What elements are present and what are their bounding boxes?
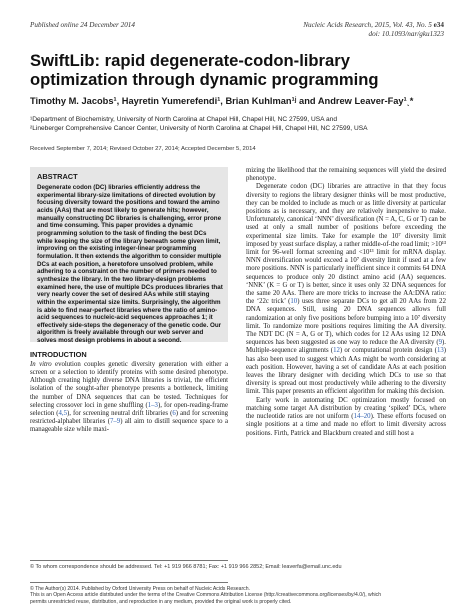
citation-link[interactable]: 13 [436, 347, 444, 355]
text-span: ). These efforts focused on single positions at a time and made no effort to limit diversity across positions. Firth, Patrick and Blackburn created and still host a [246, 413, 446, 437]
text-span: ), for screening neutral drift libraries ( [66, 409, 173, 417]
text-span: Early work in automating DC optimization mostly focused on matching some target AA distribution by creating ‘spiked’ DCs, where the nucleotide ratios are not uniform ( [246, 396, 446, 421]
copyright-line: © The Author(s) 2014. Published by Oxford University Press on behalf of Nucleic Acids Research. [30, 586, 250, 592]
text-span: Degenerate codon (DC) libraries are attractive in that they focus diversity to regions the library designer thinks will be most productive, they can be molded to include as much or as little diversity at particular positions as is necessary, and they are relatively inexpensive to make. Unfortunately, canonical ‘NNN’ diversification (N = A, C, G or T) can be used at only a small number of positions before exceeding the experimental size limits. Take for example the 10⁷ diversity limit imposed by yeast surface display, a rather middle-of-the road limit; >10¹³ limit for 96-well format screening and <10¹³ limit for mRNA display. NNN diversification would exceed a 10⁷ diversity limit if used at a few more positions. NNN is particularly inefficient since it commits 64 DNA sequences to produce only 20 distinct amino acid (AA) sequences. ‘NNK’ (K = G or T) is better, since it uses only 32 DNA sequences for the same 20 AAs. There are more tricks to increase the AA:DNA ratio: the ‘22c trick’ ( [246, 183, 446, 306]
introduction-heading: INTRODUCTION [30, 350, 87, 359]
citation-link[interactable]: 9 [438, 339, 443, 347]
citation-link[interactable]: 10 [290, 298, 298, 306]
right-column-text [246, 167, 446, 438]
abstract-heading: ABSTRACT [37, 172, 78, 181]
italic-term: In vitro [30, 361, 52, 368]
introduction-text [30, 361, 228, 434]
license-line: This is an Open Access article distributed under the terms of the Creative Commons Attribution License (http://creativecommons.org/licenses/by/4.0/), which [30, 592, 382, 599]
journal-header [303, 21, 444, 39]
text-span: ) or computational protein design ( [339, 347, 437, 355]
license-divider [30, 582, 228, 583]
journal-citation: Nucleic Acids Research, 2015, Vol. 43, No. 5 [303, 21, 432, 29]
paragraph-dc-libraries [246, 183, 446, 396]
text-span: ) has also been used to suggest which AAs might be worth considering at each position. However, having a set of candidate AAs at each position leaves the library designer with deciding which DCs to use so that diversity is spread out most productively while adhering to the diversity limit. This paper presents an efficient algorithm for making this decision. [246, 347, 446, 396]
citation-link[interactable]: 12 [333, 347, 340, 355]
text-span: ) all aim to distill sequence space to a manageable size while maxi- [30, 418, 228, 434]
affiliation-1: ¹Department of Biochemistry, University of North Carolina at Chapel Hill, Chapel Hill, NC 27599, USA and [30, 116, 337, 123]
license-line: permits unrestricted reuse, distribution, and reproduction in any medium, provided the original work is properly cited. [30, 598, 292, 605]
publication-date: Published online 24 December 2014 [30, 21, 135, 29]
paper-title: SwiftLib: rapid degenerate-codon-library optimization through dynamic programming [30, 51, 379, 89]
article-id: e34 [433, 21, 444, 29]
text-span: ), for open-reading-frame selection ( [30, 401, 228, 417]
text-span: evolution couples genetic diversity generation with either a screen or a selection to identify proteins with some desired phenotype. Although creating highly diverse DNA libraries is trivial, the efficient isolation of the sought-after phenotype presents a bottleneck, limiting the number of DNA sequences that can be tested. Techniques for selecting crossover loci in gene shuffling ( [30, 361, 228, 409]
text-span: ) uses three separate DCs to get all 20 AAs from 22 DNA sequences. Still, using 20 DNA sequences allows full randomization at only five positions before bumping into a 10⁷ diversity limit. To randomize more positions requires limiting the AA diversity. The NDT DC (N = A, G or T), which codes for 12 AAs using 12 DNA sequences has been suggested as one way to reduce the AA diversity ( [246, 298, 446, 347]
affiliation-2: ²Lineberger Comprehensive Cancer Center, University of North Carolina at Chapel Hill, Chapel Hill, NC 27599, USA [30, 125, 368, 133]
citation-link[interactable]: 4,5 [58, 409, 67, 417]
citation-link[interactable]: 6 [172, 409, 176, 417]
citation-link[interactable]: 7–9 [109, 418, 121, 426]
received-dates: Received September 7, 2014; Revised October 27, 2014; Accepted December 5, 2014 [30, 146, 256, 152]
footnote-divider [30, 560, 228, 561]
text-span: ). Multiple-sequence alignments ( [246, 339, 446, 355]
author-list: Timothy M. Jacobs¹, Hayretin Yumerefendi¹, Brian Kuhlman¹ʲ and Andrew Leaver-Fay¹ˎ* [30, 96, 414, 106]
citation-link[interactable]: 14–20 [353, 413, 371, 421]
paragraph-continued: mizing the likelihood that the remaining sequences will yield the desired phenotype. [246, 167, 446, 183]
abstract-text: Degenerate codon (DC) libraries efficiently address the experimental library-size limitations of directed evolution by focusing diversity toward the positions and toward the amino acids (AAs) that are most likely to generate hits; however, manually constructing DC libraries is challenging, error prone and time consuming. This paper provides a dynamic programming solution to the task of finding the best DCs while keeping the size of the library beneath some given limit, improving on the existing integer-linear programming formulation. It then extends the algorithm to consider multiple DCs at each position, a heretofore unsolved problem, while adhering to a constraint on the number of primers needed to synthesize the library. In the two library-design problems examined here, the use of multiple DCs produces libraries that very nearly cover the set of desired AAs while still staying within the experimental size limits. Surprisingly, the algorithm is able to find near-perfect libraries where the ratio of amino-acid sequences to nucleic-acid sequences approaches 1; it effectively side-steps the degeneracy of the genetic code. Our algorithm is freely available through our web server and solves most design problems in about a second. [37, 184, 223, 345]
correspondence-footnote: © To whom correspondence should be addressed. Tel: +1 919 966 8781; Fax: +1 919 966 2852; Email: leaverfa@email.unc.edu [30, 564, 342, 570]
affiliations [30, 115, 450, 133]
citation-link[interactable]: 1–3 [147, 401, 158, 409]
paragraph-early-work [246, 397, 446, 438]
doi: doi: 10.1093/nar/gku1323 [368, 30, 444, 38]
license-text [30, 586, 450, 605]
text-span: ) and for screening restricted-alphabet libraries ( [30, 409, 228, 426]
